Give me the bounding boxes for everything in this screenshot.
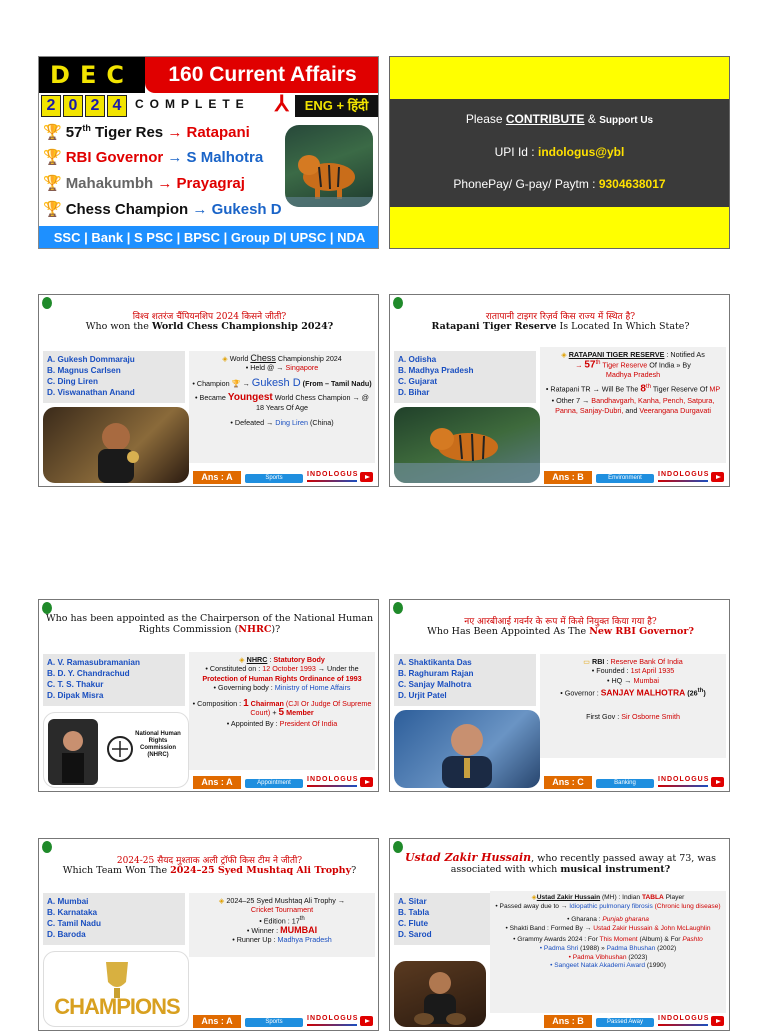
- info-box: ◈ World Chess Championship 2024 • Held @ → Singapore • Champion 🏆 → Gukesh D (From – Tamil Nadu) • Became Youngest World Chess Champion → @ 18 Years Of Age • Defeated → Ding Liren (China): [189, 351, 375, 463]
- trophy-icon: 🏆: [43, 201, 62, 218]
- youtube-icon[interactable]: [711, 777, 724, 787]
- option-d[interactable]: D. Dipak Misra: [47, 691, 104, 700]
- answer-badge: Ans : A: [193, 776, 241, 789]
- info-box: ◈ NHRC : Statutory Body • Constituted on : 12 October 1993 → Under the Protection of Human Rights Ordinance of 1993 • Governing body : Ministry of Home Affairs • Composition : 1 Chairman (CJI Or Judge Of Supreme Court) + 5 Member • Appointed By : President Of India: [189, 652, 375, 770]
- brand-underline: [307, 785, 357, 787]
- trophy-icon: 🏆: [43, 124, 62, 141]
- option-b[interactable]: B. Karnataka: [47, 908, 98, 917]
- pdf-icon: ⅄: [275, 91, 289, 116]
- question-english: Ustad Zakir Hussain, who recently passed away at 73, was associated with which musical instrument?: [404, 851, 717, 875]
- question-hindi: 2024-25 सैयद मुश्ताक अली ट्रॉफी किस टीम ने जीती?: [116, 856, 303, 866]
- contribute-banner: [389, 56, 730, 249]
- shield-icon: ◈: [239, 655, 245, 664]
- fact-line: 🏆 57th Tiger Res → Ratapani: [43, 123, 250, 141]
- folder-icon: ▭: [583, 657, 591, 666]
- musician-photo: [394, 961, 486, 1027]
- brand-underline: [658, 1024, 708, 1026]
- option-a[interactable]: A. Shaktikanta Das: [398, 658, 472, 667]
- language-badge: ENG + हिंदी: [295, 95, 378, 117]
- year-digit: 2: [41, 95, 61, 117]
- option-a[interactable]: A. Mumbai: [47, 897, 89, 906]
- option-c[interactable]: C. Sanjay Malhotra: [398, 680, 472, 689]
- youtube-icon[interactable]: [711, 472, 724, 482]
- upi-id[interactable]: indologus@ybl: [537, 145, 625, 159]
- phone-line: PhonePay/ G-pay/ Paytm : 9304638017: [453, 177, 666, 191]
- answer-badge: Ans : A: [193, 471, 241, 484]
- logo-icon: [42, 297, 52, 309]
- quiz-card: [389, 294, 730, 487]
- brand-underline: [658, 480, 708, 482]
- champion-photo: [43, 407, 189, 483]
- question-english: Who has been appointed as the Chairperson of the National Human Rights Commission (NHRC)?: [45, 613, 374, 635]
- youtube-icon[interactable]: [711, 1016, 724, 1026]
- options-list: [43, 351, 185, 403]
- logo-icon: [393, 602, 403, 614]
- contribute-panel: [390, 99, 729, 207]
- brand-underline: [307, 480, 357, 482]
- brand-label: INDOLOGUS: [658, 471, 710, 478]
- options-list: [394, 654, 536, 706]
- brand-label: INDOLOGUS: [307, 471, 359, 478]
- option-b[interactable]: B. Madhya Pradesh: [398, 366, 474, 375]
- question-english: Which Team Won The 2024–25 Syed Mushtaq Ali Trophy?: [62, 865, 357, 876]
- option-c[interactable]: C. T. S. Thakur: [47, 680, 104, 689]
- category-tag: Environment: [596, 474, 654, 483]
- category-tag: Passed Away: [596, 1018, 654, 1027]
- cover-title: 160 Current Affairs: [145, 57, 379, 93]
- question-english: Who won the World Chess Championship 2024?: [85, 321, 334, 332]
- category-tag: Sports: [245, 1018, 303, 1027]
- youtube-icon[interactable]: [360, 777, 373, 787]
- quiz-card: [38, 294, 379, 487]
- shield-icon: ◈: [531, 894, 537, 901]
- option-c[interactable]: C. Ding Liren: [47, 377, 98, 386]
- fact-line: 🏆 Chess Champion → Gukesh D: [43, 201, 282, 218]
- option-b[interactable]: B. Raghuram Rajan: [398, 669, 474, 678]
- trophy-icon: 🏆: [43, 149, 62, 166]
- champions-text: CHAMPIONS: [54, 994, 180, 1019]
- answer-badge: Ans : C: [544, 776, 592, 789]
- quiz-card: [38, 599, 379, 792]
- year-digit: 2: [85, 95, 105, 117]
- category-tag: Appointment: [245, 779, 303, 788]
- contribute-line: Please CONTRIBUTE & Support Us: [465, 112, 654, 126]
- governor-photo: [394, 710, 540, 788]
- brand-underline: [658, 785, 708, 787]
- cover-banner: [38, 56, 379, 249]
- option-d[interactable]: D. Bihar: [398, 388, 430, 397]
- phone-number[interactable]: 9304638017: [598, 177, 666, 191]
- complete-label: COMPLETE: [135, 97, 250, 111]
- option-a[interactable]: A. V. Ramasubramanian: [47, 658, 140, 667]
- trophy-icon: 🏆: [43, 175, 62, 192]
- logo-icon: [42, 841, 52, 853]
- question-hindi: विश्व शतरंज चैंपियनशिप 2024 किसने जीती?: [132, 312, 287, 322]
- youtube-icon[interactable]: [360, 472, 373, 482]
- info-box: ◈ RATAPANI TIGER RESERVE : Notified As → 57th Tiger Reserve Of India » By Madhya Pradesh • Ratapani TR → Will Be The 8th Tiger Reserve Of MP • Other 7 → Bandhavgarh, Kanha, Pench, Satpura, Panna, Sanjay-Dubri, and Veerangana Durgavati: [540, 347, 726, 463]
- option-a[interactable]: A. Odisha: [398, 355, 437, 364]
- year-digit: 4: [107, 95, 127, 117]
- option-d[interactable]: D. Baroda: [47, 930, 86, 939]
- options-list: [394, 351, 536, 403]
- brand-label: INDOLOGUS: [307, 1015, 359, 1022]
- youtube-icon[interactable]: [360, 1016, 373, 1026]
- option-b[interactable]: B. Tabla: [398, 908, 430, 917]
- options-list: [43, 893, 185, 945]
- quiz-card: [389, 838, 730, 1031]
- question-english: Ratapani Tiger Reserve Is Located In Which State?: [431, 321, 690, 332]
- quiz-card: [38, 838, 379, 1031]
- answer-badge: Ans : B: [544, 1015, 592, 1028]
- category-tag: Sports: [245, 474, 303, 483]
- exam-list: SSC | Bank | S PSC | BPSC | Group D| UPSC | NDA: [39, 226, 379, 249]
- option-b[interactable]: B. D. Y. Chandrachud: [47, 669, 130, 678]
- answer-badge: Ans : B: [544, 471, 592, 484]
- tiger-image: [285, 125, 373, 207]
- shield-icon: ◈: [222, 354, 228, 363]
- shield-icon: ◈: [218, 896, 225, 905]
- info-box: ▭ RBI : Reserve Bank Of India • Founded : 1st April 1935 • HQ → Mumbai • Governor : SANJAY MALHOTRA (26th) First Gov : Sir Osborne Smith: [540, 654, 726, 758]
- brand-label: INDOLOGUS: [307, 776, 359, 783]
- month-label: DEC: [39, 57, 145, 93]
- option-a[interactable]: A. Gukesh Dommaraju: [47, 355, 135, 364]
- upi-line: UPI Id : indologus@ybl: [494, 145, 625, 159]
- info-box: ◈Ustad Zakir Hussain (MH) : Indian TABLA Player • Passed away due to → Idiopathic pulmonary fibrosis (Chronic lung disease) • Gharana : Punjab gharana • Shakti Band : Formed By → Ustad Zakir Hussain & John McLaughlin • Grammy Awards 2024 : For This Moment (Album) & For Pashto • Padma Shri (1988) » Padma Bhushan (2002) • Padma Vibhushan (2023) • Sangeet Natak Akademi Award (1990): [490, 891, 726, 1013]
- option-c[interactable]: C. Tamil Nadu: [47, 919, 101, 928]
- question-english: Who Has Been Appointed As The New RBI Governor?: [427, 626, 694, 637]
- info-box: ◈ 2024–25 Syed Mushtaq Ali Trophy → Cricket Tournament • Edition : 17th • Winner : MUMBAI • Runner Up : Madhya Pradesh: [189, 893, 375, 957]
- option-d[interactable]: D. Urjit Patel: [398, 691, 447, 700]
- option-c[interactable]: C. Flute: [398, 919, 429, 928]
- tiger-photo: [394, 407, 540, 483]
- option-b[interactable]: B. Magnus Carlsen: [47, 366, 121, 375]
- fact-line: 🏆 Mahakumbh → Prayagraj: [43, 175, 245, 192]
- question-hindi: नए आरबीआई गवर्नर के रूप में किसे नियुक्त किया गया है?: [464, 617, 657, 627]
- logo-icon: [393, 297, 403, 309]
- fact-line: 🏆 RBI Governor → S Malhotra: [43, 149, 264, 166]
- option-a[interactable]: A. Sitar: [398, 897, 427, 906]
- shield-icon: ◈: [561, 350, 567, 359]
- nhrc-photo: [43, 712, 189, 788]
- trophy-photo: [43, 951, 189, 1027]
- question-hindi: रातापानी टाइगर रिज़र्व किस राज्य में स्थित है?: [485, 312, 636, 322]
- year-digit: 0: [63, 95, 83, 117]
- nhrc-logo-text: National Human Rights Commission (NHRC): [135, 731, 181, 758]
- option-c[interactable]: C. Gujarat: [398, 377, 438, 386]
- option-d[interactable]: D. Sarod: [398, 930, 432, 939]
- options-list: [43, 654, 185, 706]
- brand-label: INDOLOGUS: [658, 1015, 710, 1022]
- answer-badge: Ans : A: [193, 1015, 241, 1028]
- category-tag: Banking: [596, 779, 654, 788]
- option-d[interactable]: D. Viswanathan Anand: [47, 388, 135, 397]
- quiz-card: [389, 599, 730, 792]
- brand-label: INDOLOGUS: [658, 776, 710, 783]
- brand-underline: [307, 1024, 357, 1026]
